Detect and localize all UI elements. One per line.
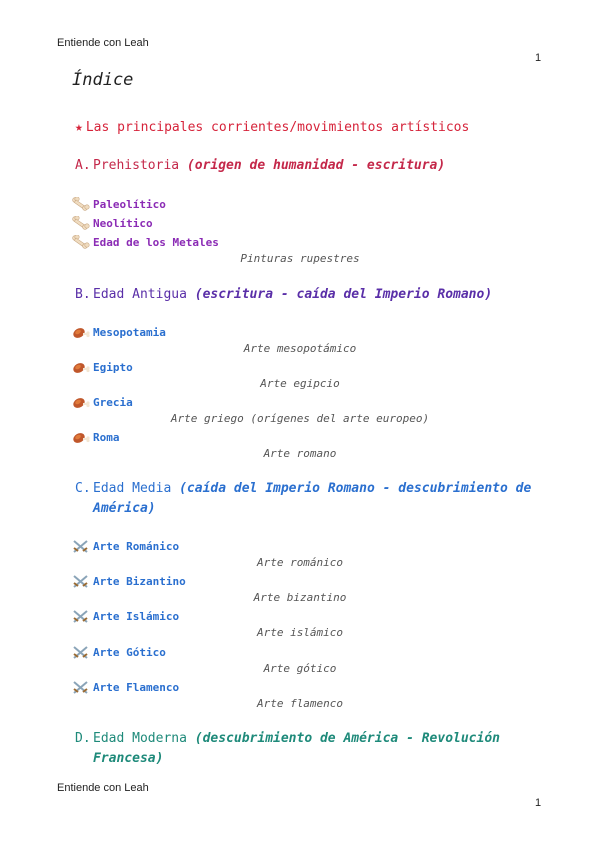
section-name: Edad Media xyxy=(93,481,172,496)
list-item-note: Arte egipcio xyxy=(260,377,340,390)
list-item-note: Arte románico xyxy=(256,556,344,569)
main-heading xyxy=(75,120,469,135)
list-item-note: Arte romano xyxy=(263,447,337,460)
section-a-heading xyxy=(75,156,555,176)
roast-leg-icon xyxy=(72,360,90,374)
crossed-swords-icon xyxy=(72,574,90,588)
page-title: Índice xyxy=(72,70,134,90)
section-c-heading xyxy=(75,479,555,516)
list-item: Arte Románico xyxy=(72,539,179,553)
list-item: Arte Gótico xyxy=(72,645,166,659)
list-item-note: Arte mesopotámico xyxy=(243,342,357,355)
list-item: Arte Flamenco xyxy=(72,680,179,694)
section-letter: A. xyxy=(75,158,91,173)
section-d-heading xyxy=(75,729,555,766)
crossed-swords-icon xyxy=(72,539,90,553)
crossed-swords-icon xyxy=(72,645,90,659)
section-name: Edad Moderna xyxy=(93,731,187,746)
bone-icon xyxy=(72,216,90,230)
section-letter: D. xyxy=(75,731,91,746)
section-range: (caída del Imperio Romano - descubrimiento de América) xyxy=(93,481,532,516)
header-page-number: 1 xyxy=(535,52,542,64)
section-range: (origen de humanidad - escritura) xyxy=(186,158,446,173)
footer-author: Entiende con Leah xyxy=(57,782,149,794)
list-item: Egipto xyxy=(72,360,133,374)
roast-leg-icon xyxy=(72,395,90,409)
list-item: Mesopotamia xyxy=(72,325,166,339)
footer-page-number: 1 xyxy=(535,797,542,809)
star-icon: ★ xyxy=(75,120,83,135)
section-letter: B. xyxy=(75,287,91,302)
list-item: Edad de los Metales xyxy=(72,235,219,249)
roast-leg-icon xyxy=(72,325,90,339)
list-item: Paleolítico xyxy=(72,197,166,211)
list-item: Arte Bizantino xyxy=(72,574,186,588)
list-item: Grecia xyxy=(72,395,133,409)
section-b-heading xyxy=(75,285,555,305)
list-item-note: Arte flamenco xyxy=(256,697,344,710)
bone-icon xyxy=(72,197,90,211)
list-item-note: Arte bizantino xyxy=(253,591,347,604)
section-name: Edad Antigua xyxy=(93,287,187,302)
section-name: Prehistoria xyxy=(93,158,180,173)
header-author: Entiende con Leah xyxy=(57,37,149,49)
roast-leg-icon xyxy=(72,430,90,444)
section-a-note: Pinturas rupestres xyxy=(240,252,360,265)
list-item: Roma xyxy=(72,430,120,444)
list-item: Neolítico xyxy=(72,216,153,230)
section-range: (escritura - caída del Imperio Romano) xyxy=(194,287,493,302)
section-letter: C. xyxy=(75,481,91,496)
list-item-note: Arte islámico xyxy=(256,626,344,639)
section-range: (descubrimiento de América - Revolución Francesa) xyxy=(93,731,500,766)
crossed-swords-icon xyxy=(72,680,90,694)
list-item-note: Arte griego (orígenes del arte europeo) xyxy=(170,412,430,425)
crossed-swords-icon xyxy=(72,609,90,623)
list-item-note: Arte gótico xyxy=(263,662,337,675)
main-heading-text: Las principales corrientes/movimientos artísticos xyxy=(85,120,470,135)
list-item: Arte Islámico xyxy=(72,609,179,623)
bone-icon xyxy=(72,235,90,249)
